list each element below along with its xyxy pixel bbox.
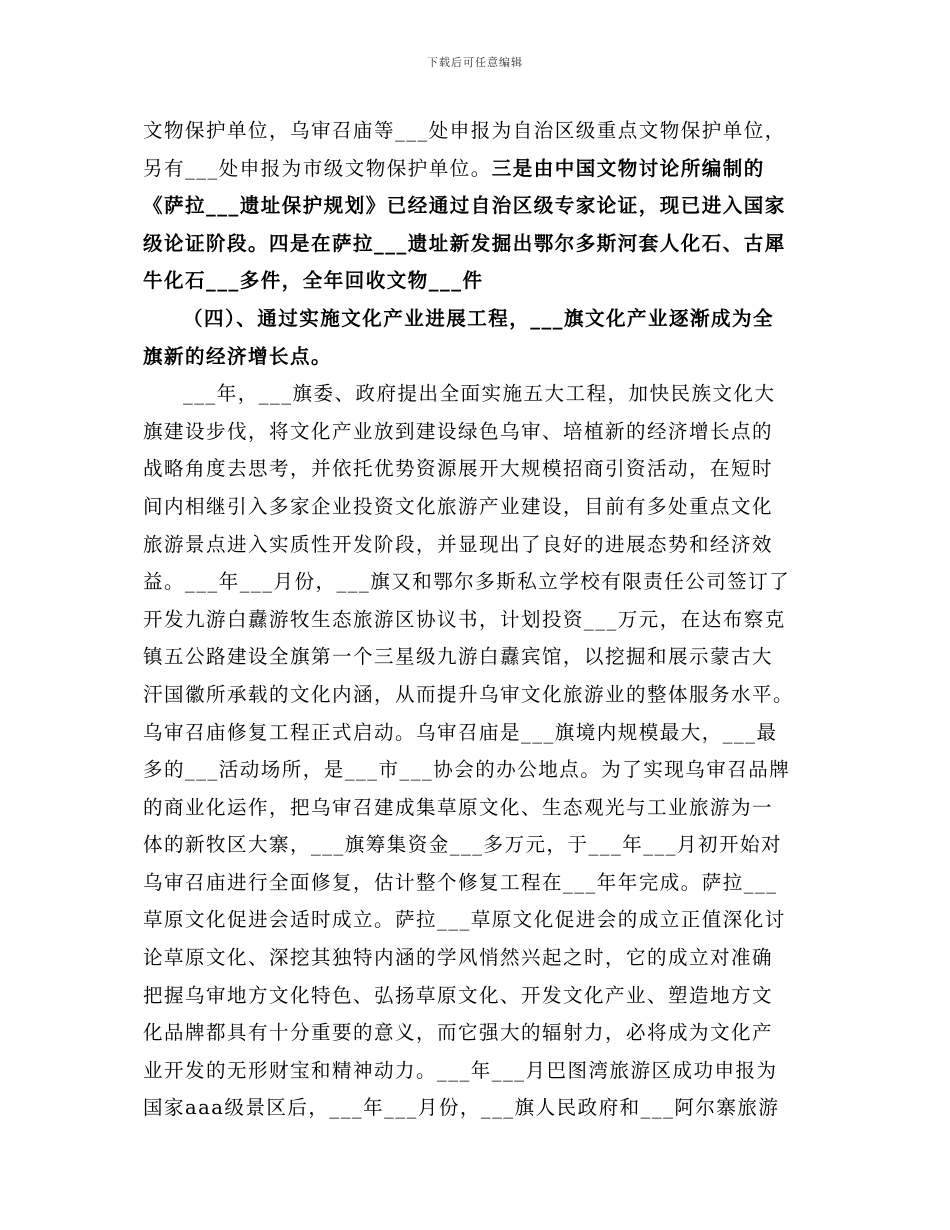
text-segment: 的商业化运作，把乌审召建成集草原文化、生态观光与工业旅游为一 [143, 795, 774, 819]
text-line [143, 450, 815, 488]
text-line [143, 901, 815, 939]
text-line [143, 638, 815, 676]
text-line [143, 225, 815, 263]
text-segment: 间内相继引入多家企业投资文化旅游产业建设，目前有多处重点文化 [143, 494, 774, 518]
text-segment: 文物保护单位，乌审召庙等___处申报为自治区级重点文物保护单位， [143, 119, 786, 142]
text-segment: ___年，___旗委、政府提出全面实施五大工程，加快民族文化大 [183, 382, 776, 406]
text-line [143, 112, 815, 150]
text-segment: 化品牌都具有十分重要的意义，而它强大的辐射力，必将成为文化产 [143, 1021, 774, 1045]
text-line [143, 563, 815, 601]
text-line [143, 751, 815, 789]
bold-text-segment: 旗新的经济增长点。 [143, 344, 333, 368]
text-segment: 益。___年___月份，___旗又和鄂尔多斯私立学校有限责任公司签订了 [143, 570, 791, 594]
text-segment: 草原文化促进会适时成立。萨拉___草原文化促进会的成立正值深化讨 [143, 908, 786, 932]
text-segment: 镇五公路建设全旗第一个三星级九游白纛宾馆，以挖掘和展示蒙古大 [143, 645, 774, 669]
text-segment: 旅游景点进入实质性开发阶段，并显现出了良好的进展态势和经济效 [143, 532, 774, 556]
text-line [143, 1014, 815, 1052]
text-line [143, 300, 815, 338]
text-line [143, 714, 815, 752]
text-line [143, 826, 815, 864]
text-segment: 旗建设步伐，将文化产业放到建设绿色乌审、培植新的经济增长点的 [143, 419, 774, 443]
text-line [143, 375, 815, 413]
text-segment: 乌审召庙修复工程正式启动。乌审召庙是___旗境内规模最大，___最 [143, 720, 778, 744]
text-segment: 乌审召庙进行全面修复，估计整个修复工程在___年年完成。萨拉___ [143, 870, 778, 894]
document-body [143, 112, 815, 1127]
text-line [143, 338, 815, 376]
text-line [143, 676, 815, 714]
text-line [143, 413, 815, 451]
text-segment: 多的___活动场所，是___市___协会的办公地点。为了实现乌审召品牌 [143, 758, 791, 782]
text-line [143, 488, 815, 526]
text-segment: 体的新牧区大寨，___旗筹集资金___多万元，于___年___月初开始对 [143, 833, 783, 857]
text-line [143, 789, 815, 827]
bold-text-segment: （四）、通过实施文化产业进展工程，___旗文化产业逐渐成为全 [183, 306, 775, 330]
text-line [143, 977, 815, 1015]
bold-text-segment: 三是由中国文物讨论所编制的 [491, 156, 765, 180]
text-line [143, 939, 815, 977]
text-line [143, 150, 815, 188]
text-line [143, 187, 815, 225]
bold-text-segment: 《萨拉___遗址保护规划》已经通过自治区级专家论证，现已进入国家 [143, 194, 786, 218]
text-segment: 论草原文化、深挖其独特内涵的学风悄然兴起之时，它的成立对准确 [143, 946, 774, 970]
text-line [143, 864, 815, 902]
text-segment: 战略角度去思考，并依托优势资源展开大规模招商引资活动，在短时 [143, 457, 774, 481]
text-segment: 业开发的无形财宝和精神动力。___年___月巴图湾旅游区成功申报为 [143, 1058, 778, 1082]
text-segment: 开发九游白纛游牧生态旅游区协议书，计划投资___万元，在达布察克 [143, 607, 786, 631]
bold-text-segment: 级论证阶段。四是在萨拉___遗址新发掘出鄂尔多斯河套人化石、古犀 [143, 231, 786, 255]
text-line [143, 1052, 815, 1090]
text-line [143, 262, 815, 300]
text-line [143, 1089, 815, 1127]
text-segment: 把握乌审地方文化特色、弘扬草原文化、开发文化产业、塑造地方文 [143, 983, 774, 1007]
text-segment: 国家aaa级景区后，___年___月份，___旗人民政府和___阿尔寨旅游 [143, 1096, 780, 1120]
bold-text-segment: 牛化石___多件，全年回收文物___件 [143, 269, 484, 293]
text-line [143, 601, 815, 639]
text-line [143, 526, 815, 564]
text-segment: 汗国徽所承载的文化内涵，从而提升乌审文化旅游业的整体服务水平。 [143, 682, 795, 706]
text-segment: 另有___处申报为市级文物保护单位。 [143, 156, 492, 180]
page-header: 下载后可任意编辑 [427, 56, 523, 69]
